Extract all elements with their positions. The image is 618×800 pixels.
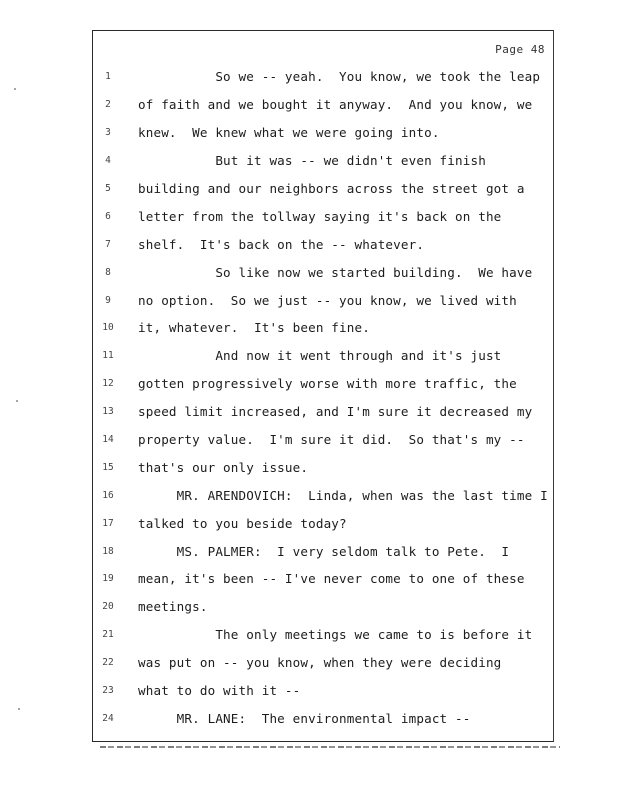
line-text: The only meetings we came to is before it bbox=[138, 627, 533, 643]
line-number: 12 bbox=[102, 378, 114, 390]
line-number: 5 bbox=[105, 183, 111, 194]
page-number: Page 48 bbox=[495, 43, 545, 56]
transcript-line bbox=[93, 63, 553, 91]
transcript-line bbox=[93, 426, 553, 454]
line-text: MR. ARENDOVICH: Linda, when was the last time I bbox=[138, 487, 548, 503]
transcript-line bbox=[93, 453, 553, 481]
transcript-line bbox=[93, 119, 553, 147]
line-number: 22 bbox=[102, 657, 114, 669]
transcript-line bbox=[93, 677, 553, 705]
line-text: was put on -- you know, when they were deciding bbox=[138, 655, 502, 671]
line-text: MR. LANE: The environmental impact -- bbox=[138, 710, 471, 726]
line-number: 18 bbox=[102, 545, 114, 557]
transcript-line bbox=[93, 230, 553, 258]
line-text: So we -- yeah. You know, we took the leap bbox=[138, 69, 541, 85]
line-text: it, whatever. It's been fine. bbox=[138, 320, 370, 336]
transcript-line bbox=[93, 565, 553, 593]
line-text: property value. I'm sure it did. So that's my -- bbox=[138, 432, 525, 448]
transcript-line bbox=[93, 175, 553, 203]
transcript-line bbox=[93, 593, 553, 621]
line-number: 3 bbox=[105, 127, 111, 139]
transcript-line bbox=[93, 342, 553, 370]
transcript-line bbox=[93, 286, 553, 314]
transcript-line bbox=[93, 147, 553, 175]
transcript-line bbox=[93, 258, 553, 286]
line-text: building and our neighbors across the street got a bbox=[138, 181, 525, 196]
line-text: letter from the tollway saying it's back on the bbox=[138, 208, 502, 224]
line-text: what to do with it -- bbox=[138, 683, 301, 699]
line-text: But it was -- we didn't even finish bbox=[138, 153, 486, 169]
transcript-line bbox=[93, 704, 553, 732]
line-number: 19 bbox=[102, 573, 114, 585]
transcript-line bbox=[93, 537, 553, 565]
transcript-line bbox=[93, 202, 553, 230]
transcript-line bbox=[93, 509, 553, 537]
line-text: MS. PALMER: I very seldom talk to Pete. I bbox=[138, 543, 510, 559]
line-text: mean, it's been -- I've never come to one of these bbox=[138, 571, 525, 587]
line-number: 16 bbox=[102, 489, 114, 501]
scan-speck bbox=[14, 88, 16, 90]
line-number: 20 bbox=[102, 601, 114, 613]
scan-speck bbox=[18, 708, 20, 710]
line-text: talked to you beside today? bbox=[138, 515, 347, 531]
line-number: 7 bbox=[105, 238, 111, 250]
line-number: 14 bbox=[102, 434, 114, 446]
line-number: 8 bbox=[105, 266, 111, 278]
line-text: of faith and we bought it anyway. And you know, we bbox=[138, 97, 533, 113]
line-number: 11 bbox=[102, 350, 114, 362]
transcript-page bbox=[92, 30, 554, 742]
line-number: 4 bbox=[105, 155, 111, 167]
line-text: speed limit increased, and I'm sure it decreased my bbox=[138, 404, 533, 420]
line-number: 24 bbox=[102, 712, 114, 724]
line-text: no option. So we just -- you know, we lived with bbox=[138, 292, 517, 308]
line-number: 15 bbox=[102, 461, 114, 473]
transcript-line bbox=[93, 398, 553, 426]
line-number: 17 bbox=[102, 517, 114, 529]
line-text: So like now we started building. We have bbox=[138, 264, 533, 280]
line-text: that's our only issue. bbox=[138, 459, 309, 475]
transcript-line bbox=[93, 621, 553, 649]
transcript-line bbox=[93, 314, 553, 342]
line-number: 6 bbox=[105, 210, 111, 222]
line-text: knew. We knew what we were going into. bbox=[138, 125, 440, 141]
line-text: meetings. bbox=[138, 599, 208, 615]
transcript-lines bbox=[93, 63, 553, 732]
line-number: 2 bbox=[105, 99, 111, 111]
transcript-line bbox=[93, 370, 553, 398]
transcript-line bbox=[93, 649, 553, 677]
transcript-line bbox=[93, 481, 553, 509]
bottom-scan-rule bbox=[100, 746, 560, 748]
line-text: gotten progressively worse with more traffic, the bbox=[138, 376, 517, 392]
line-number: 13 bbox=[102, 406, 114, 418]
line-number: 10 bbox=[102, 322, 114, 334]
line-number: 23 bbox=[102, 685, 114, 697]
line-text: shelf. It's back on the -- whatever. bbox=[138, 236, 425, 252]
line-text: And now it went through and it's just bbox=[138, 348, 502, 364]
scan-speck bbox=[16, 400, 18, 402]
transcript-line bbox=[93, 91, 553, 119]
line-number: 21 bbox=[102, 629, 114, 641]
line-number: 1 bbox=[105, 71, 111, 83]
line-number: 9 bbox=[105, 294, 111, 306]
